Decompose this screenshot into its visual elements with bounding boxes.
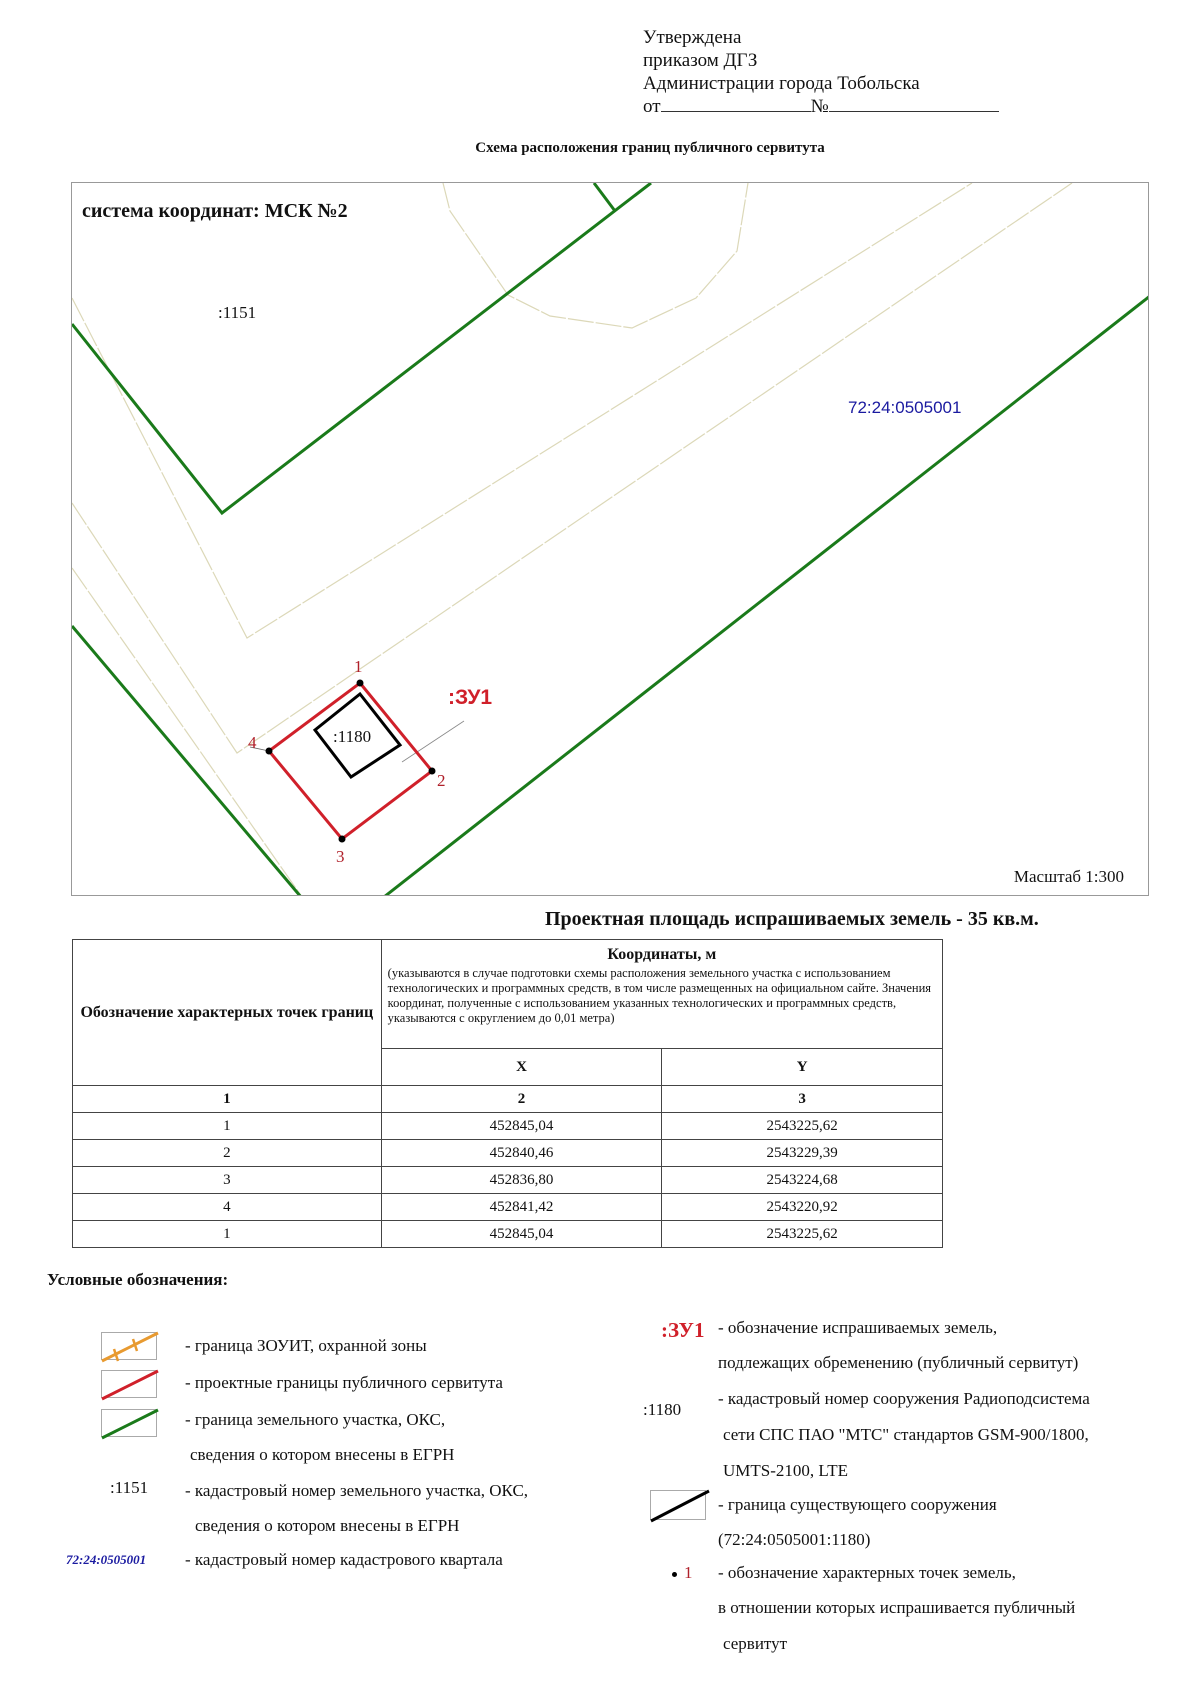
structure-1180-label: :1180 xyxy=(333,727,372,746)
point-cell: 3 xyxy=(73,1167,382,1194)
point-cell: 4 xyxy=(73,1194,382,1221)
zu-leader-line xyxy=(402,721,464,762)
approval-block xyxy=(643,26,999,118)
map-frame xyxy=(71,182,1149,896)
coordinate-system-label: система координат: МСК №2 xyxy=(82,200,348,222)
legend-structure-num-1: - кадастровый номер сооружения Радиоподсистема xyxy=(718,1389,1090,1408)
map-drawing xyxy=(72,183,1149,896)
point-4-label: 4 xyxy=(248,733,257,752)
legend-parcel-border-2: сведения о котором внесены в ЕГРН xyxy=(190,1445,455,1464)
x-cell: 452845,04 xyxy=(381,1221,662,1248)
legend-parcel-border-1: - граница земельного участка, ОКС, xyxy=(185,1410,446,1429)
date-blank xyxy=(661,95,811,112)
zouit-lines xyxy=(72,183,1072,896)
y-cell: 2543220,92 xyxy=(662,1194,943,1221)
servitude-zu1-label: :ЗУ1 xyxy=(448,686,493,709)
servitude-boundary xyxy=(269,683,432,839)
parcel-boundary-spur xyxy=(594,183,615,211)
parcel-boundary-1151 xyxy=(72,183,651,513)
point-1-label: 1 xyxy=(354,657,363,676)
from-label: от xyxy=(643,96,661,117)
servitude-swatch-icon xyxy=(101,1370,157,1398)
parcel-swatch-icon xyxy=(101,1409,157,1437)
points-header: Обозначение характерных точек границ xyxy=(73,940,382,1086)
approval-line-2: приказом ДГЗ xyxy=(643,50,758,71)
legend-structure-border-2: (72:24:0505001:1180) xyxy=(718,1530,871,1549)
numbering-cell: 1 xyxy=(73,1086,382,1113)
table-row xyxy=(73,1221,943,1248)
legend-zu-sample: :ЗУ1 xyxy=(661,1318,705,1342)
zouit-boundary-inner xyxy=(72,183,972,638)
legend-parcel-num-sample: :1151 xyxy=(110,1478,149,1497)
y-header: Y xyxy=(662,1049,943,1086)
numbering-cell: 2 xyxy=(381,1086,662,1113)
x-cell: 452840,46 xyxy=(381,1140,662,1167)
approval-line-1: Утверждена xyxy=(643,27,742,48)
parcel-boundaries xyxy=(72,183,1149,896)
legend-parcel-num-2: сведения о котором внесены в ЕГРН xyxy=(195,1516,460,1535)
y-cell: 2543224,68 xyxy=(662,1167,943,1194)
coordinates-header-cell xyxy=(381,940,942,1049)
table-row xyxy=(73,1113,943,1140)
number-blank xyxy=(829,95,999,112)
parcel-boundary-left xyxy=(72,626,301,896)
zouit-swatch-icon xyxy=(101,1332,157,1360)
point-4-marker xyxy=(266,748,273,755)
document-title: Схема расположения границ публичного сервитута xyxy=(475,140,825,156)
legend-structure-num-sample: :1180 xyxy=(643,1400,682,1419)
coordinates-table xyxy=(72,939,943,1248)
area-summary: Проектная площадь испрашиваемых земель - 35 кв.м. xyxy=(545,908,1039,930)
point-3-label: 3 xyxy=(336,847,345,866)
legend-zu-desc-1: - обозначение испрашиваемых земель, xyxy=(718,1318,998,1337)
point-1-marker xyxy=(357,680,364,687)
legend-point-desc-1: - обозначение характерных точек земель, xyxy=(718,1563,1016,1582)
point-marker-icon xyxy=(672,1572,677,1577)
x-cell: 452836,80 xyxy=(381,1167,662,1194)
numbering-cell: 3 xyxy=(662,1086,943,1113)
parcel-boundary-right xyxy=(384,296,1149,896)
number-label: № xyxy=(810,96,829,117)
approval-line-3: Администрации города Тобольска xyxy=(643,73,920,94)
point-2-marker xyxy=(429,768,436,775)
table-row xyxy=(73,1194,943,1221)
table-row xyxy=(73,1167,943,1194)
point-cell: 2 xyxy=(73,1140,382,1167)
coordinates-note: (указываются в случае подготовки схемы расположения земельного участка с использованием технологических и программных средств, в том числе размещенных на официальном сайте. Значения координат, полученные с использованием указанных технологических и программных средств, указываются с округлением до 0,01 метра) xyxy=(387,966,932,1025)
x-cell: 452845,04 xyxy=(381,1113,662,1140)
legend-structure-num-3: UMTS-2100, LTE xyxy=(723,1461,848,1480)
table-row xyxy=(73,1140,943,1167)
legend-zouit: - граница ЗОУИТ, охранной зоны xyxy=(185,1336,427,1355)
structure-swatch-icon xyxy=(650,1490,706,1520)
map-scale: Масштаб 1:300 xyxy=(1013,867,1124,886)
y-cell: 2543229,39 xyxy=(662,1140,943,1167)
x-header: X xyxy=(381,1049,662,1086)
point-3-marker xyxy=(339,836,346,843)
legend-zu-desc-2: подлежащих обременению (публичный сервитут) xyxy=(718,1353,1079,1372)
legend-structure-num-2: сети СПС ПАО "МТС" стандартов GSM-900/1800, xyxy=(723,1425,1089,1444)
legend-quarter-sample: 72:24:0505001 xyxy=(66,1552,147,1567)
legend-servitude-border: - проектные границы публичного сервитута xyxy=(185,1373,503,1392)
x-cell: 452841,42 xyxy=(381,1194,662,1221)
point-cell: 1 xyxy=(73,1113,382,1140)
point-cell: 1 xyxy=(73,1221,382,1248)
parcel-1151-label: :1151 xyxy=(218,303,257,322)
approval-date-number xyxy=(643,95,999,118)
legend-point-desc-2: в отношении которых испрашивается публичный xyxy=(718,1598,1076,1617)
legend-parcel-num-1: - кадастровый номер земельного участка, ОКС, xyxy=(185,1481,529,1500)
legend-point-desc-3: сервитут xyxy=(723,1634,788,1653)
coordinates-header: Координаты, м xyxy=(607,946,717,963)
point-2-label: 2 xyxy=(437,771,446,790)
legend-structure-border-1: - граница существующего сооружения xyxy=(718,1495,997,1514)
y-cell: 2543225,62 xyxy=(662,1113,943,1140)
legend-quarter-desc: - кадастровый номер кадастрового квартала xyxy=(185,1550,503,1569)
cadastral-quarter-label: 72:24:0505001 xyxy=(848,398,962,417)
y-cell: 2543225,62 xyxy=(662,1221,943,1248)
legend-title: Условные обозначения: xyxy=(47,1270,229,1289)
zouit-boundary-middle xyxy=(72,183,1072,753)
legend-point-sample: 1 xyxy=(684,1563,693,1582)
numbering-row xyxy=(73,1086,943,1113)
